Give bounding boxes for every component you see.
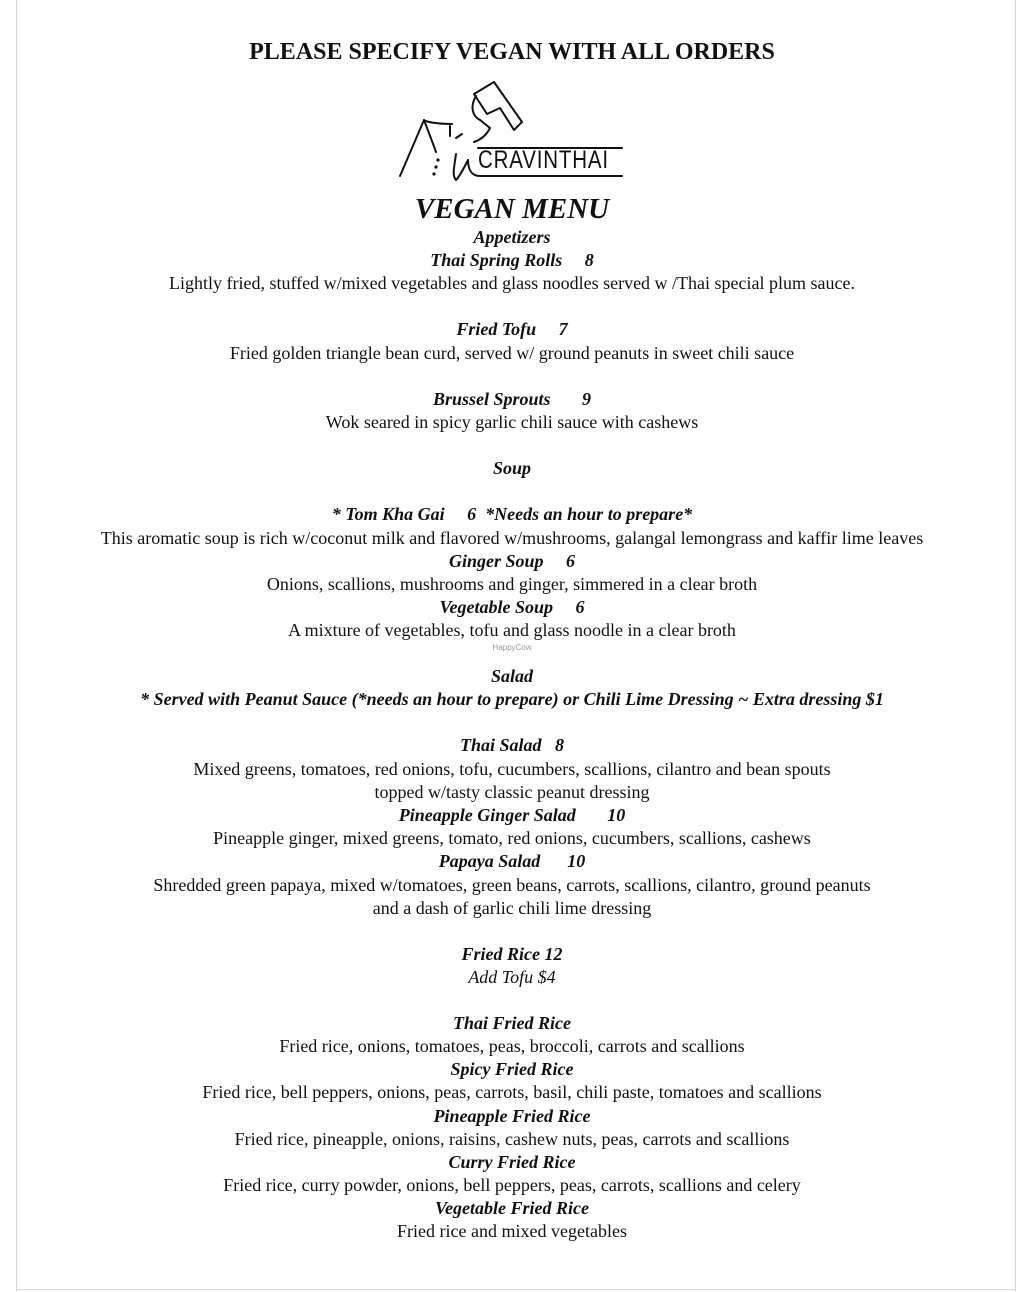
item-description: Fried rice, onions, tomatoes, peas, broccoli, carrots and scallions xyxy=(279,1036,745,1056)
item-description: and a dash of garlic chili lime dressing xyxy=(372,898,652,918)
item-price: 7 xyxy=(558,319,568,339)
item-name: Brussel Sprouts xyxy=(432,389,551,409)
menu-item-title xyxy=(0,389,1024,410)
menu-item-title xyxy=(0,851,1024,872)
menu-item-title xyxy=(0,805,1024,826)
item-description: Fried rice and mixed vegetables xyxy=(397,1221,627,1241)
salad-dressing-note: * Served with Peanut Sauce (*needs an hour to prepare) or Chili Lime Dressing ~ Extra dressing $1 xyxy=(140,689,884,709)
item-price: 10 xyxy=(607,805,626,825)
item-description: This aromatic soup is rich w/coconut milk and flavored w/mushrooms, galangal lemongrass and kaffir lime leaves xyxy=(100,528,924,548)
item-name: Vegetable Soup xyxy=(439,597,553,617)
item-name: Thai Spring Rolls xyxy=(430,250,563,270)
menu-item-title: Vegetable Fried Rice xyxy=(435,1198,589,1218)
section-title-fried-rice: Fried Rice 12 xyxy=(461,944,563,964)
item-name: Papaya Salad xyxy=(438,851,541,871)
item-price: 6 xyxy=(467,504,477,524)
order-notice-header: PLEASE SPECIFY VEGAN WITH ALL ORDERS xyxy=(249,39,775,65)
item-price: 9 xyxy=(582,389,592,409)
item-description: Onions, scallions, mushrooms and ginger, simmered in a clear broth xyxy=(266,574,758,594)
item-name: Pineapple Ginger Salad xyxy=(398,805,576,825)
menu-item-title: Thai Fried Rice xyxy=(453,1013,571,1033)
item-description: Pineapple ginger, mixed greens, tomato, red onions, cucumbers, scallions, cashews xyxy=(213,828,811,848)
menu-item-title: Spicy Fried Rice xyxy=(450,1059,574,1079)
menu-item-title xyxy=(0,735,1024,756)
item-description: Fried rice, curry powder, onions, bell peppers, peas, carrots, scallions and celery xyxy=(223,1175,801,1195)
item-name: Thai Salad xyxy=(459,735,542,755)
item-description: Fried golden triangle bean curd, served w/ ground peanuts in sweet chili sauce xyxy=(229,343,795,363)
item-description: Lightly fried, stuffed w/mixed vegetables and glass noodles served w /Thai special plum sauce. xyxy=(169,273,855,293)
item-description: Mixed greens, tomatoes, red onions, tofu, cucumbers, scallions, cilantro and bean spouts xyxy=(193,759,831,779)
item-description: Fried rice, pineapple, onions, raisins, cashew nuts, peas, carrots and scallions xyxy=(234,1129,790,1149)
item-price: 6 xyxy=(575,597,585,617)
item-description: A mixture of vegetables, tofu and glass noodle in a clear broth xyxy=(288,620,736,640)
item-price: 10 xyxy=(567,851,586,871)
cravinthai-logo xyxy=(390,72,634,188)
item-description: topped w/tasty classic peanut dressing xyxy=(374,782,650,802)
fried-rice-addon: Add Tofu $4 xyxy=(468,967,556,987)
item-name: Ginger Soup xyxy=(448,551,544,571)
menu-item-title: Pineapple Fried Rice xyxy=(433,1106,591,1126)
item-description: Fried rice, bell peppers, onions, peas, carrots, basil, chili paste, tomatoes and scallions xyxy=(202,1082,822,1102)
menu-item-title xyxy=(0,597,1024,618)
page-border-bottom xyxy=(16,1289,1016,1290)
logo-wordmark: CRAVINTHAI xyxy=(478,146,609,174)
menu-item-title xyxy=(0,504,1024,525)
item-price: 8 xyxy=(555,735,565,755)
menu-item-title xyxy=(0,551,1024,572)
section-title-appetizers: Appetizers xyxy=(473,227,551,247)
menu-item-title xyxy=(0,250,1024,271)
watermark: HappyCow xyxy=(492,643,532,652)
item-price: 6 xyxy=(566,551,576,571)
item-name: * Tom Kha Gai xyxy=(331,504,445,524)
section-title-soup: Soup xyxy=(492,458,532,478)
menu-title: VEGAN MENU xyxy=(414,193,610,225)
menu-item-title xyxy=(0,319,1024,340)
item-note: *Needs an hour to prepare* xyxy=(485,504,693,524)
section-title-salad: Salad xyxy=(490,666,533,686)
item-price: 8 xyxy=(584,250,594,270)
item-description: Shredded green papaya, mixed w/tomatoes, green beans, carrots, scallions, cilantro, ground peanuts xyxy=(153,875,871,895)
item-name: Fried Tofu xyxy=(456,319,537,339)
menu-item-title: Curry Fried Rice xyxy=(448,1152,576,1172)
item-description: Wok seared in spicy garlic chili sauce with cashews xyxy=(325,412,699,432)
